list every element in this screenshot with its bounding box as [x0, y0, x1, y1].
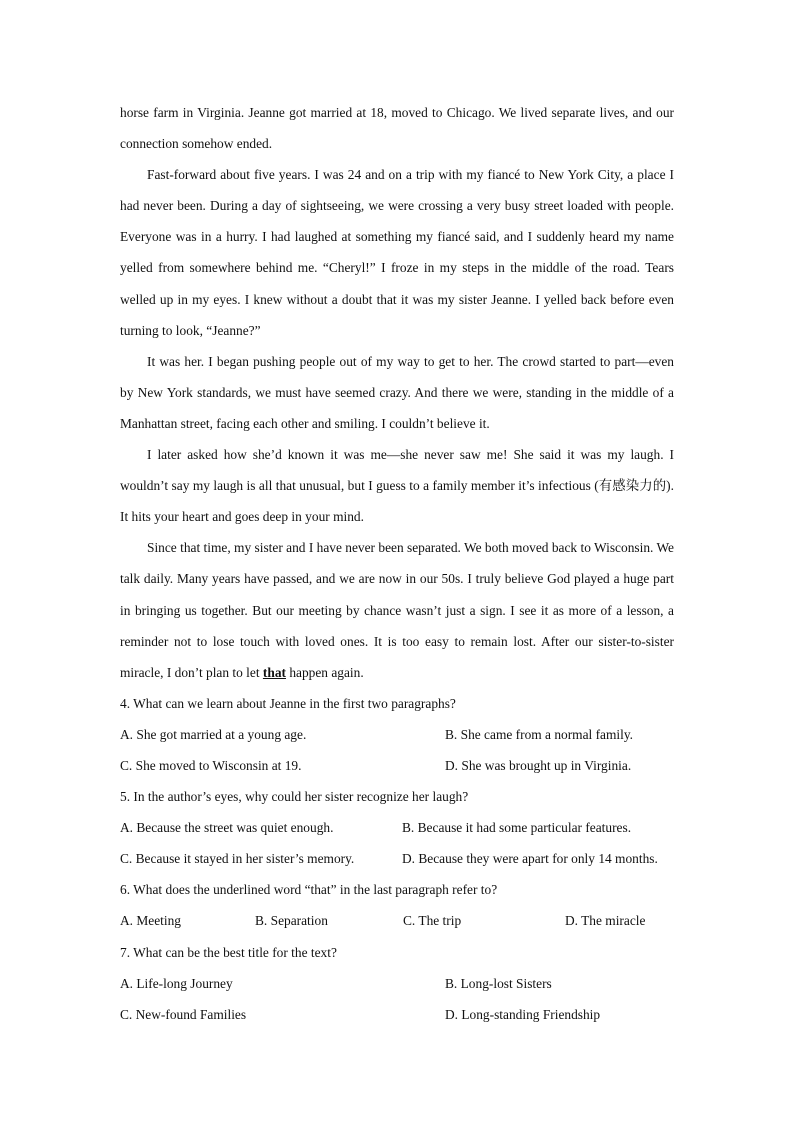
paragraph-5-text: Since that time, my sister and I have never been separated. We both moved back to Wisconsin. We talk daily. Many years have passed, and we are now in our 50s. I truly believe God played a huge part in bringing us together. But our meeting by chance wasn’t just a sign. I see it as more of a lesson, a reminder not to lose touch with loved ones. It is too easy to remain lost. After our sister-to-sister miracle, I don’t plan to let	[120, 540, 674, 680]
paragraph-3: It was her. I began pushing people out of my way to get to her. The crowd started to part—even by New York standards, we must have seemed crazy. And there we were, standing in the middle of a Manhattan street, facing each other and smiling. I couldn’t believe it.	[120, 353, 674, 431]
paragraph-1: horse farm in Virginia. Jeanne got married at 18, moved to Chicago. We lived separate lives, and our connection somehow ended.	[120, 105, 674, 152]
options-row	[120, 719, 674, 750]
option-c: C. Because it stayed in her sister’s memory.	[120, 851, 355, 867]
options-row	[120, 968, 674, 999]
option-b: B. Because it had some particular features.	[402, 820, 632, 836]
question-5	[120, 781, 674, 874]
options-row	[120, 843, 674, 874]
question-6	[120, 874, 674, 936]
question-stem: 4. What can we learn about Jeanne in the first two paragraphs?	[120, 695, 456, 711]
underlined-word: that	[262, 664, 286, 680]
options-row	[120, 905, 674, 936]
options-row	[120, 750, 674, 781]
document-content	[120, 97, 674, 1030]
question-7	[120, 937, 674, 1030]
option-d: D. Because they were apart for only 14 months.	[402, 851, 658, 867]
option-b: B. Separation	[255, 913, 328, 929]
paragraph-5-end: happen again.	[285, 664, 364, 680]
paragraph-4: I later asked how she’d known it was me—she never saw me! She said it was my laugh. I wouldn’t say my laugh is all that unusual, but I guess to a family member it’s infectious (有感染力的). It hits your heart and goes deep in your mind.	[120, 447, 674, 525]
option-c: C. The trip	[403, 913, 462, 929]
option-b: B. Long-lost Sisters	[445, 975, 552, 991]
options-row	[120, 812, 674, 843]
option-a: A. She got married at a young age.	[120, 726, 307, 742]
option-b: B. She came from a normal family.	[445, 726, 634, 742]
paragraph-2: Fast-forward about five years. I was 24 and on a trip with my fiancé to New York City, a place I had never been. During a day of sightseeing, we were crossing a very busy street loaded with people. Everyone was in a hurry. I had laughed at something my fiancé said, and I suddenly heard my name yelled from somewhere behind me. “Cheryl!” I froze in my steps in the middle of the road. Tears welled up in my eyes. I knew without a doubt that it was my sister Jeanne. I yelled back before even turning to look, “Jeanne?”	[120, 167, 674, 338]
option-d: D. Long-standing Friendship	[445, 1006, 601, 1022]
question-stem: 6. What does the underlined word “that” in the last paragraph refer to?	[120, 882, 498, 898]
options-row	[120, 999, 674, 1030]
option-c: C. New-found Families	[120, 1006, 247, 1022]
option-d: D. She was brought up in Virginia.	[445, 757, 632, 773]
option-a: A. Because the street was quiet enough.	[120, 820, 334, 836]
option-a: A. Life-long Journey	[120, 975, 233, 991]
paragraph-5	[120, 532, 674, 687]
question-stem: 7. What can be the best title for the text?	[120, 944, 337, 960]
option-d: D. The miracle	[565, 913, 646, 929]
question-4	[120, 688, 674, 781]
option-a: A. Meeting	[120, 913, 181, 929]
option-c: C. She moved to Wisconsin at 19.	[120, 757, 302, 773]
question-stem: 5. In the author’s eyes, why could her sister recognize her laugh?	[120, 789, 469, 805]
